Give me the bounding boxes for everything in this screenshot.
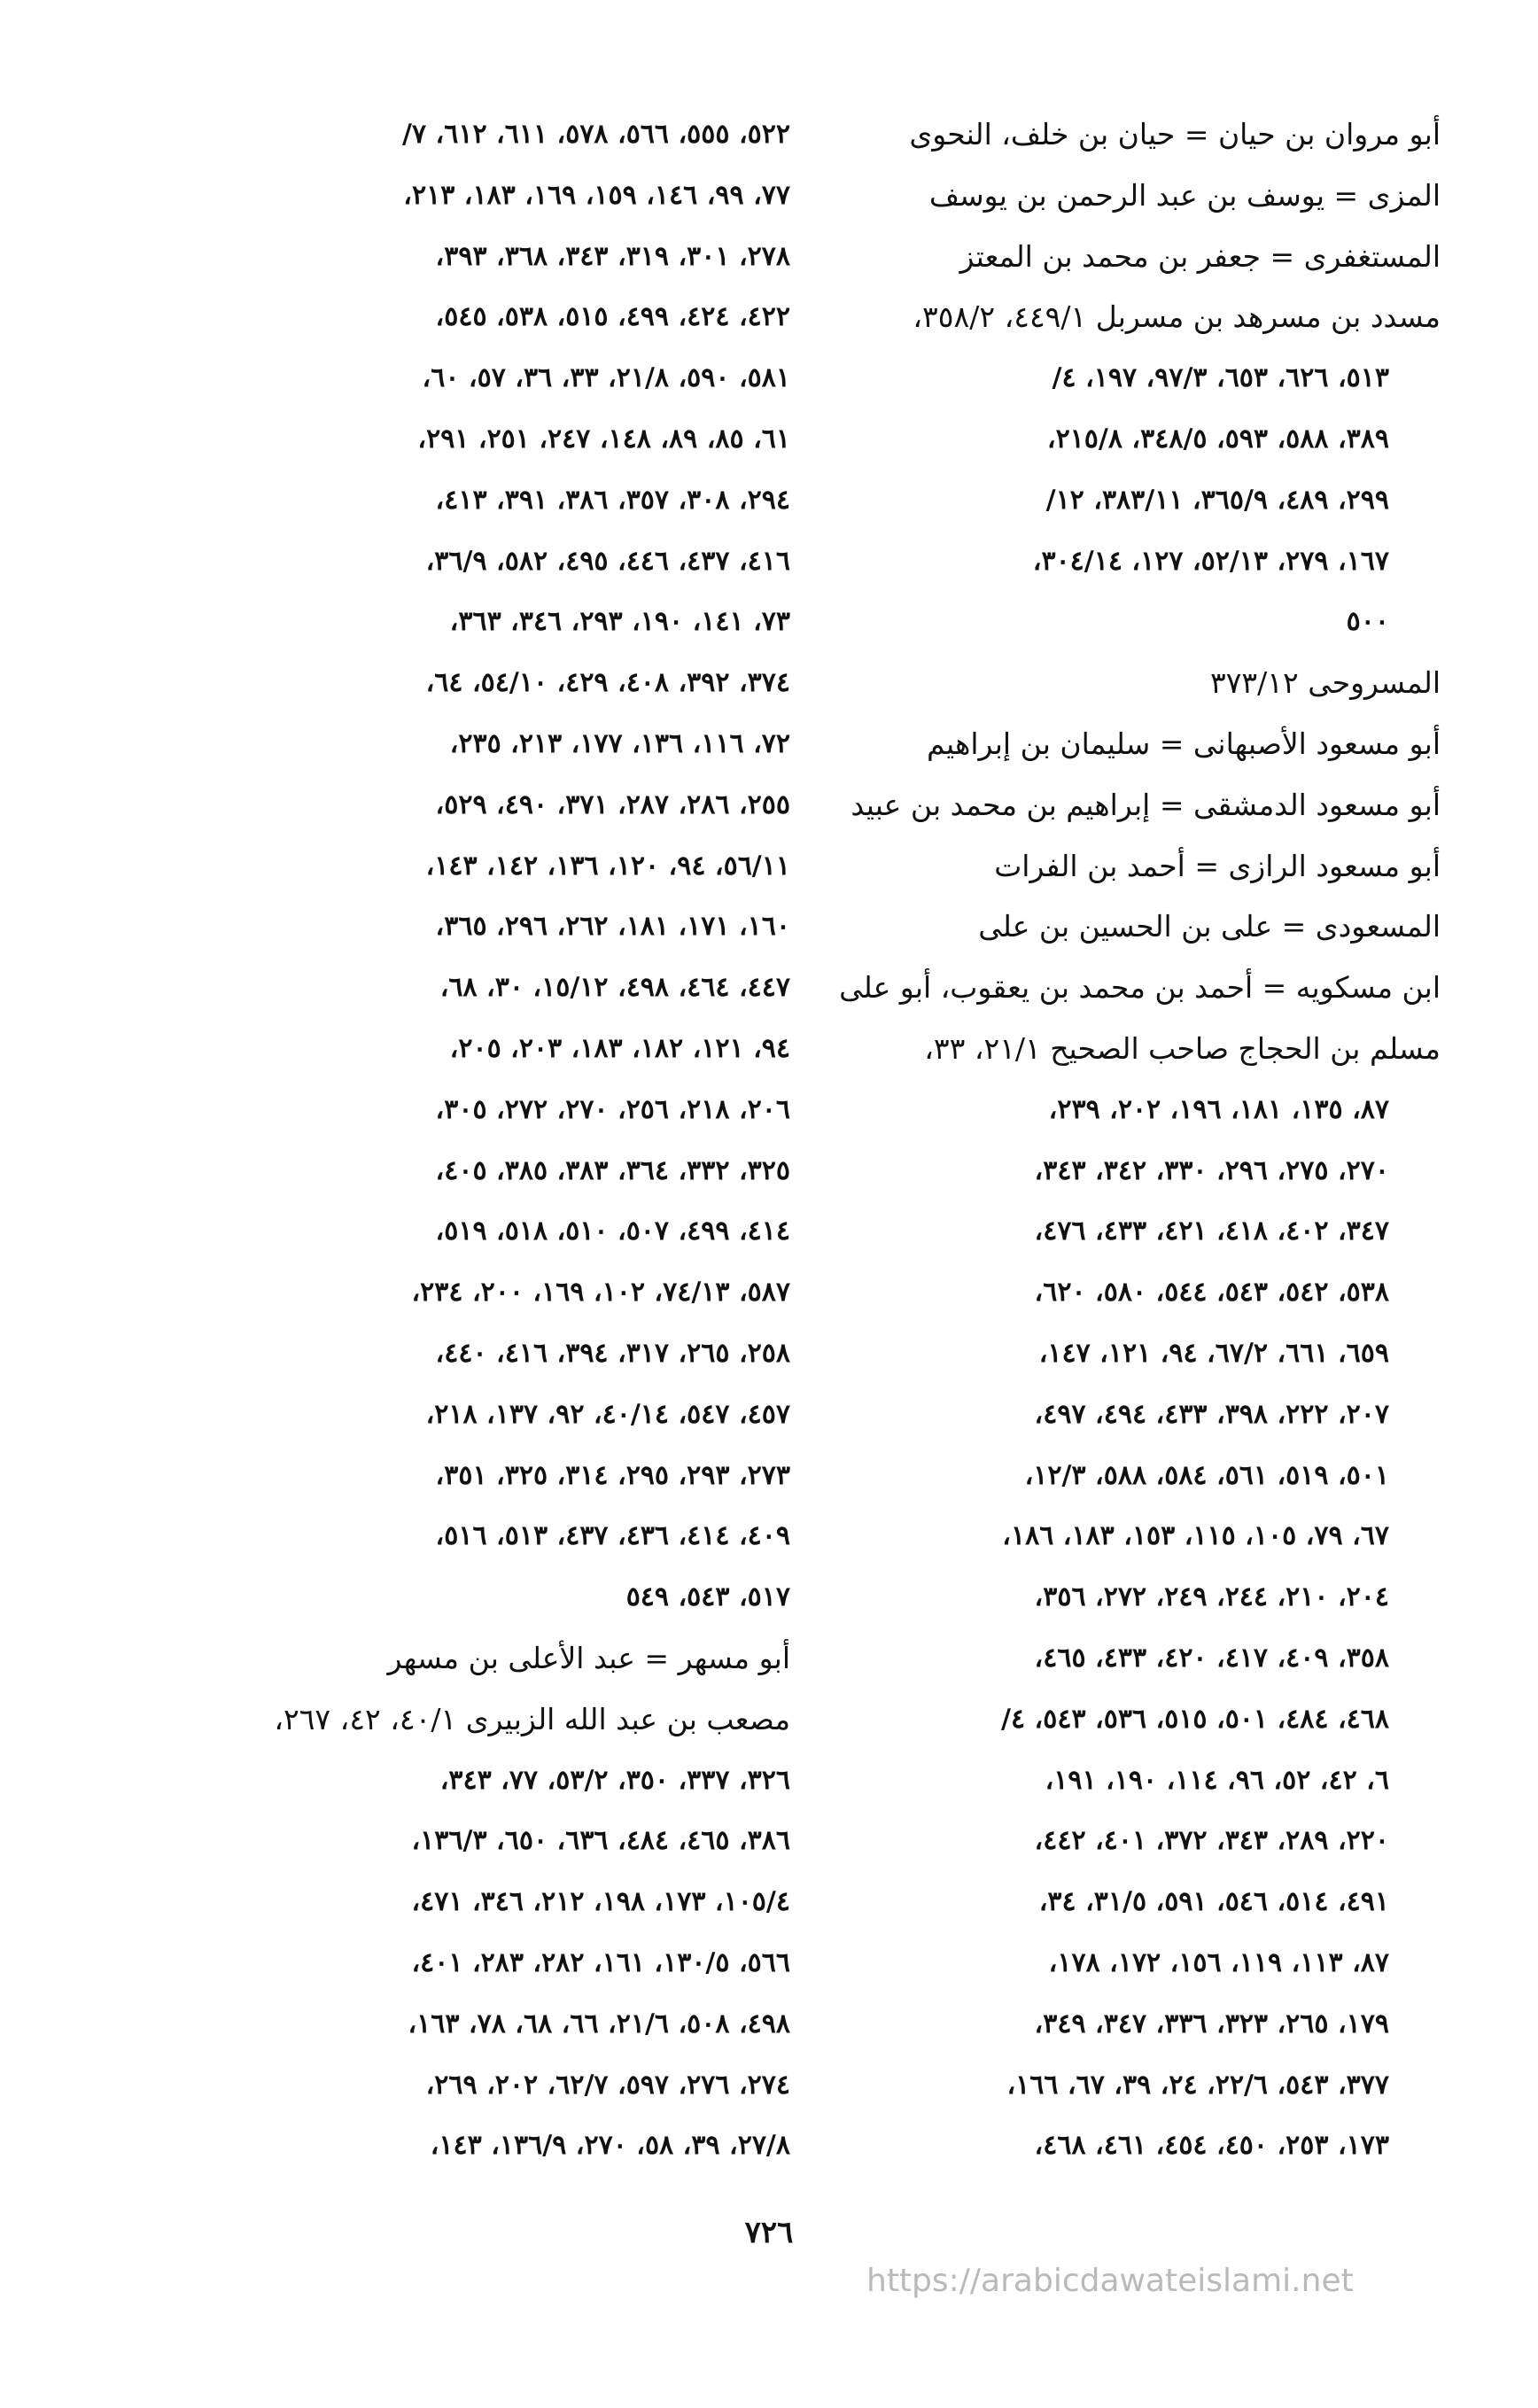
index-entry-references: ٣٢٦، ٣٣٧، ٣٥٠، ٥٣/٢، ٧٧، ٣٤٣،: [439, 1764, 790, 1796]
index-entry-references: ١٦٠، ١٧١، ١٨١، ٢٦٢، ٢٩٦، ٣٦٥،: [435, 911, 790, 943]
index-entry-heading: المزى = يوسف بن عبد الرحمن بن يوسف: [928, 177, 1441, 213]
index-entry-references: ٤٥٧، ٥٤٧، ٤٠/١٤، ٩٢، ١٣٧، ٢١٨،: [425, 1398, 790, 1430]
watermark-url: https://arabicdawateislami.net: [866, 2263, 1354, 2299]
index-entry-heading: المسعودى = على بن الحسين بن على: [978, 909, 1441, 944]
index-column-right: [838, 105, 1441, 2177]
index-entry-references: ١٧٣، ٢٥٣، ٤٥٠، ٤٥٤، ٤٦١، ٤٦٨،: [1034, 2130, 1389, 2162]
index-entry-references: ٦٧، ٧٩، ١٠٥، ١١٥، ١٥٣، ١٨٣، ١٨٦،: [1002, 1520, 1389, 1552]
index-entry-heading: مصعب بن عبد الله الزبيرى ٤٠/١، ٤٢، ٢٦٧،: [274, 1701, 790, 1736]
index-entry-references: ٢٧/٨، ٣٩، ٥٨، ٢٧٠، ١٣٦/٩، ١٤٣،: [430, 2130, 790, 2162]
index-entry-heading: المسروحى ٣٧٣/١٢: [1209, 665, 1441, 701]
index-entry-references: ٥٦٦، ١٣٠/٥، ١٦١، ٢٨٢، ٢٨٣، ٤٠١،: [411, 1946, 790, 1978]
index-entry-references: ٥١٣، ٦٢٦، ٦٥٣، ٩٧/٣، ١٩٧، ٤/: [1052, 362, 1389, 394]
index-entry-references: ٤٢٢، ٤٢٤، ٤٩٩، ٥١٥، ٥٣٨، ٥٤٥،: [435, 301, 790, 333]
index-entry-heading: أبو مسعود الرازى = أحمد بن الفرات: [994, 848, 1441, 883]
index-entry-references: ٢٠٧، ٢٢٢، ٣٩٨، ٤٣٣، ٤٩٤، ٤٩٧،: [1034, 1398, 1389, 1430]
index-entry-references: ٢٩٩، ٤٨٩، ٣٦٥/٩، ٣٨٣/١١، ١٢/: [1045, 484, 1389, 516]
index-entry-references: ٧٧، ٩٩، ١٤٦، ١٥٩، ١٦٩، ١٨٣، ٢١٣،: [403, 179, 790, 211]
index-entry-references: ٢٧٣، ٢٩٣، ٢٩٥، ٣١٤، ٣٢٥، ٣٥١،: [435, 1459, 790, 1491]
index-column-left: [161, 105, 790, 2177]
index-entry-references: ٤١٦، ٤٣٧، ٤٤٦، ٤٩٥، ٥٨٢، ٣٦/٩،: [425, 545, 790, 577]
index-entry-references: ٤٦٨، ٤٨٤، ٥٠١، ٥١٥، ٥٣٦، ٥٤٣، ٤/: [1001, 1703, 1389, 1735]
index-entry-references: ٩٤، ١٢١، ١٨٢، ١٨٣، ٢٠٣، ٢٠٥،: [449, 1032, 790, 1064]
index-entry-references: ٢٥٨، ٢٦٥، ٣١٧، ٣٩٤، ٤١٦، ٤٤٠،: [435, 1337, 790, 1369]
index-entry-references: ٥٨٧، ٧٤/١٣، ١٠٢، ١٦٩، ٢٠٠، ٢٣٤،: [411, 1277, 790, 1309]
index-entry-references: ٦١، ٨٥، ٨٩، ١٤٨، ٢٤٧، ٢٥١، ٢٩١،: [417, 423, 790, 454]
index-entry-references: ٥٠١، ٥١٩، ٥٦١، ٥٨٤، ٥٨٨، ١٢/٣،: [1024, 1459, 1389, 1491]
index-entry-references: ٢٧٤، ٢٧٦، ٥٩٧، ٦٢/٧، ٢٠٢، ٢٦٩،: [425, 2069, 790, 2101]
index-entry-references: ٢٠٦، ٢١٨، ٢٥٦، ٢٧٠، ٢٧٢، ٣٠٥،: [435, 1093, 790, 1125]
index-entry-references: ٥٠٠: [1346, 606, 1389, 638]
page-number: ٧٢٦: [744, 2215, 794, 2250]
index-entry-references: ٣٧٤، ٣٩٢، ٤٠٨، ٤٢٩، ٥٤/١٠، ٦٤،: [425, 667, 790, 699]
index-entry-heading: أبو مروان بن حيان = حيان بن خلف، النحوى: [909, 117, 1441, 151]
index-entry-heading: مسدد بن مسرهد بن مسربل ٤٤٩/١، ٣٥٨/٢،: [913, 299, 1441, 335]
index-entry-heading: أبو مسهر = عبد الأعلى بن مسهر: [387, 1640, 790, 1675]
index-entry-references: ٥٢٢، ٥٥٥، ٥٦٦، ٥٧٨، ٦١١، ٦١٢، ٧/: [402, 119, 790, 150]
index-entry-references: ٢٧٨، ٣٠١، ٣١٩، ٣٤٣، ٣٦٨، ٣٩٣،: [435, 240, 790, 272]
index-entry-references: ٤٩١، ٥١٤، ٥٤٦، ٥٩١، ٣١/٥، ٣٤،: [1038, 1886, 1389, 1918]
index-entry-references: ٣٧٧، ٥٤٣، ٢٢/٦، ٢٤، ٣٩، ٦٧، ١٦٦،: [1006, 2069, 1389, 2101]
index-entry-references: ١٧٩، ٢٦٥، ٣٢٣، ٣٣٦، ٣٤٧، ٣٤٩،: [1034, 2008, 1389, 2039]
index-entry-references: ٧٢، ١١٦، ١٣٦، ١٧٧، ٢١٣، ٢٣٥،: [449, 727, 790, 759]
index-entry-references: ١٠٥/٤، ١٧٣، ١٩٨، ٢١٢، ٣٤٦، ٤٧١،: [411, 1886, 790, 1918]
index-entry-references: ٣٨٩، ٥٨٨، ٥٩٣، ٣٤٨/٥، ٢١٥/٨،: [1046, 423, 1389, 454]
index-entry-heading: أبو مسعود الدمشقى = إبراهيم بن محمد بن عبيد: [851, 787, 1441, 822]
index-entry-references: ١٦٧، ٢٧٩، ٥٢/١٣، ١٢٧، ٣٠٤/١٤،: [1032, 545, 1389, 577]
index-entry-heading: المستغفرى = جعفر بن محمد بن المعتز: [959, 238, 1441, 274]
index-entry-references: ٢٢٠، ٢٨٩، ٣٤٣، ٣٧٢، ٤٠١، ٤٤٢،: [1034, 1825, 1389, 1857]
index-entry-heading: أبو مسعود الأصبهانى = سليمان بن إبراهيم: [927, 726, 1441, 761]
index-entry-references: ٤٤٧، ٤٦٤، ٤٩٨، ١٥/١٢، ٣٠، ٦٨،: [439, 972, 790, 1004]
index-entry-references: ٦٥٩، ٦٦١، ٦٧/٢، ٩٤، ١٢١، ١٤٧،: [1038, 1337, 1389, 1369]
index-entry-references: ٥٨١، ٥٩٠، ٢١/٨، ٣٣، ٣٦، ٥٧، ٦٠،: [422, 362, 790, 394]
index-entry-references: ٤٠٩، ٤١٤، ٤٣٦، ٤٣٧، ٥١٣، ٥١٦،: [435, 1520, 790, 1552]
index-entry-references: ٦، ٤٢، ٥٢، ٩٦، ١١٤، ١٩٠، ١٩١،: [1045, 1764, 1389, 1796]
index-entry-references: ٥٣٨، ٥٤٢، ٥٤٣، ٥٤٤، ٥٨٠، ٦٢٠،: [1034, 1277, 1389, 1309]
index-entry-references: ٨٧، ١٣٥، ١٨١، ١٩٦، ٢٠٢، ٢٣٩،: [1048, 1093, 1389, 1125]
index-entry-references: ٢٠٤، ٢١٠، ٢٤٤، ٢٤٩، ٢٧٢، ٣٥٦،: [1034, 1581, 1389, 1613]
index-entry-heading: مسلم بن الحجاج صاحب الصحيح ٢١/١، ٣٣،: [924, 1030, 1441, 1066]
index-entry-references: ٥١٧، ٥٤٣، ٥٤٩: [625, 1581, 790, 1613]
index-entry-references: ٨٧، ١١٣، ١١٩، ١٥٦، ١٧٢، ١٧٨،: [1048, 1946, 1389, 1978]
index-entry-references: ٣٥٨، ٤٠٩، ٤١٧، ٤٢٠، ٤٣٣، ٤٦٥،: [1034, 1642, 1389, 1674]
index-entry-references: ٢٩٤، ٣٠٨، ٣٥٧، ٣٨٦، ٣٩١، ٤١٣،: [435, 484, 790, 516]
index-entry-references: ٣٢٥، ٣٣٢، ٣٦٤، ٣٨٣، ٣٨٥، ٤٠٥،: [435, 1154, 790, 1186]
index-entry-references: ٧٣، ١٤١، ١٩٠، ٢٩٣، ٣٤٦، ٣٦٣،: [449, 606, 790, 638]
index-entry-references: ٥٦/١١، ٩٤، ١٢٠، ١٣٦، ١٤٢، ١٤٣،: [425, 850, 790, 882]
index-entry-references: ٤١٤، ٤٩٩، ٥٠٧، ٥١٠، ٥١٨، ٥١٩،: [435, 1216, 790, 1247]
index-entry-heading: ابن مسكويه = أحمد بن محمد بن يعقوب، أبو على: [839, 970, 1441, 1006]
index-entry-references: ٣٨٦، ٤٦٥، ٤٨٤، ٦٣٦، ٦٥٠، ١٣٦/٣،: [411, 1825, 790, 1857]
index-entry-references: ٤٩٨، ٥٠٨، ٢١/٦، ٦٦، ٦٨، ٧٨، ١٦٣،: [408, 2008, 790, 2039]
index-entry-references: ٢٥٥، ٢٨٦، ٢٨٧، ٣٧١، ٤٩٠، ٥٢٩،: [435, 788, 790, 820]
index-entry-references: ٢٧٠، ٢٧٥، ٢٩٦، ٣٣٠، ٣٤٢، ٣٤٣،: [1034, 1154, 1389, 1186]
index-entry-references: ٣٤٧، ٤٠٢، ٤١٨، ٤٢١، ٤٣٣، ٤٧٦،: [1034, 1216, 1389, 1247]
